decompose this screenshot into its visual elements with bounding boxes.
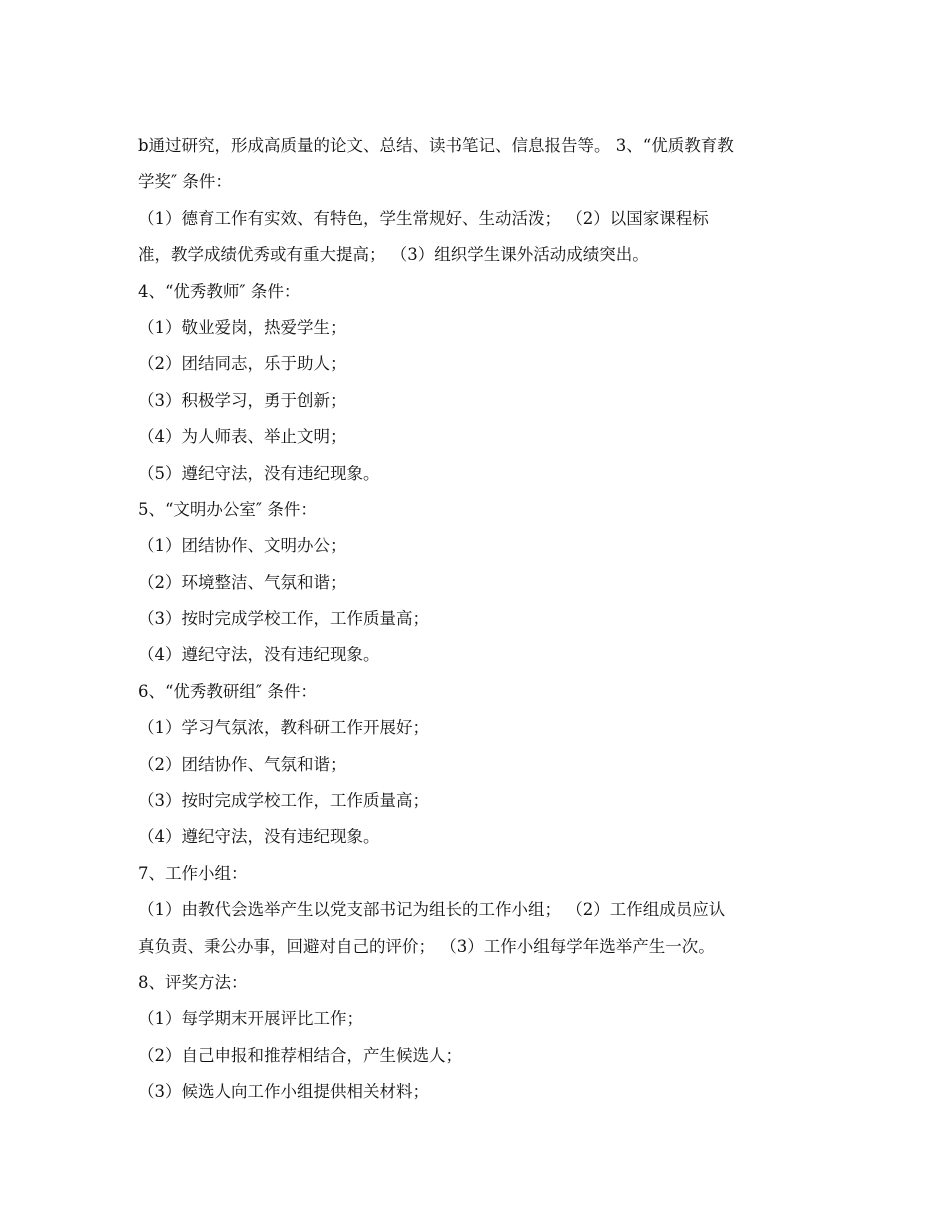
list-item: （4）遵纪守法，没有违纪现象。: [138, 645, 380, 665]
text-line: 学奖″ 条件：: [138, 172, 232, 192]
list-item: （5）遵纪守法，没有违纪现象。: [138, 463, 380, 483]
document-body: [138, 128, 818, 1111]
text-line: （1）德育工作有实效、有特色，学生常规好、生动活泼； （2）以国家课程标: [138, 208, 709, 228]
text-line: （1）由教代会选举产生以党支部书记为组长的工作小组； （2）工作组成员应认: [138, 900, 726, 920]
list-item: （4）为人师表、举止文明；: [138, 427, 347, 447]
list-item: （2）团结协作、气氛和谐；: [138, 754, 347, 774]
list-item: （2）环境整洁、气氛和谐；: [138, 572, 347, 592]
list-item: （1）敬业爱岗，热爱学生；: [138, 317, 347, 337]
list-item: （3）积极学习，勇于创新；: [138, 390, 347, 410]
section-heading: 5、“文明办公室″ 条件：: [138, 499, 317, 519]
list-item: （3）按时完成学校工作，工作质量高；: [138, 609, 429, 629]
section-heading: 8、评奖方法：: [138, 972, 248, 992]
list-item: （2）自己申报和推荐相结合，产生候选人；: [138, 1045, 462, 1065]
list-item: （2）团结同志，乐于助人；: [138, 354, 347, 374]
list-item: （3）候选人向工作小组提供相关材料；: [138, 1082, 429, 1102]
list-item: （1）学习气氛浓，教科研工作开展好；: [138, 718, 429, 738]
section-heading: 7、工作小组：: [138, 863, 248, 883]
list-item: （1）每学期末开展评比工作；: [138, 1009, 363, 1029]
text-line: 准，教学成绩优秀或有重大提高； （3）组织学生课外活动成绩突出。: [138, 245, 649, 265]
list-item: （1）团结协作、文明办公；: [138, 536, 347, 556]
section-heading: 4、“优秀教师″ 条件：: [138, 281, 301, 301]
list-item: （3）按时完成学校工作，工作质量高；: [138, 791, 429, 811]
text-line: 真负责、秉公办事，回避对自己的评价； （3）工作小组每学年选举产生一次。: [138, 936, 715, 956]
section-heading: 6、“优秀教研组″ 条件：: [138, 681, 317, 701]
text-line: b通过研究，形成高质量的论文、总结、读书笔记、信息报告等。 3、“优质教育教: [138, 136, 734, 155]
list-item: （4）遵纪守法，没有违纪现象。: [138, 827, 380, 847]
